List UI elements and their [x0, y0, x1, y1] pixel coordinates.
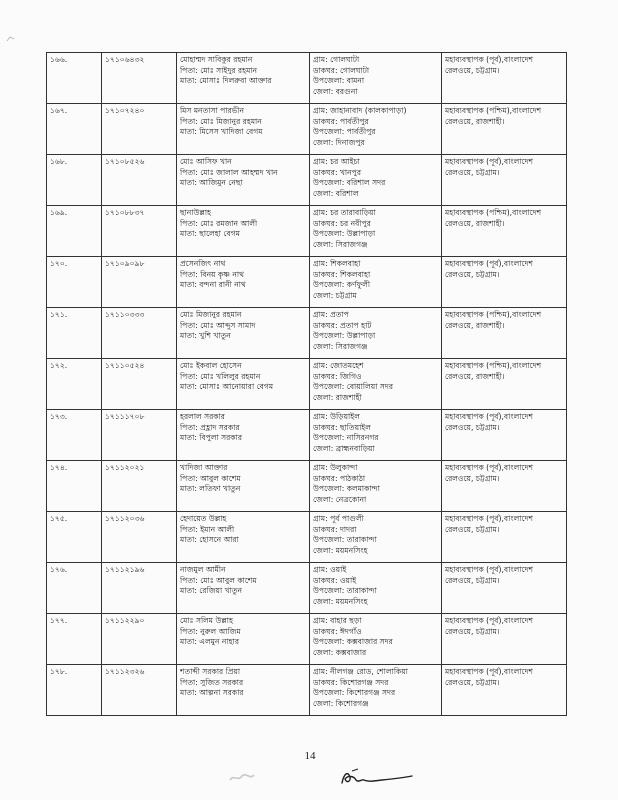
posting-post2-text: রেলওয়ে, চট্টগ্রাম। — [445, 167, 500, 177]
address-village-text: গ্রাম: গোলঘাটা — [313, 55, 360, 64]
address-village-text: গ্রাম: শিকলবাহা — [313, 259, 361, 268]
posting-cell — [442, 614, 567, 665]
address-postoffice-text: ডাকঘর: পাঠকাঠা — [313, 473, 366, 483]
address-cell — [310, 104, 442, 155]
address-district-text: জেলা: ময়মনসিংহ — [313, 545, 368, 555]
name-father-text: পিতা: প্রহ্লাদ সরকার — [180, 422, 240, 432]
address-cell — [310, 359, 442, 410]
posting-post1-text: মহাব্যবস্থাপক (পূর্ব),বাংলাদেশ — [445, 565, 533, 574]
name-mother-text: মাতা: রেজিয়া খাতুন — [180, 586, 243, 596]
address-postoffice-text: ডাকঘর: জিগিও — [313, 371, 362, 381]
address-upazila-text: উপজেলা: উল্লাপাড়া — [313, 229, 376, 239]
posting-cell — [442, 53, 567, 104]
address-postoffice-text: ডাকঘর: খানপুর — [313, 167, 361, 177]
address-district-text: জেলা: বরগুনা — [313, 86, 358, 96]
name-father-text: পিতা: আবুল কাশেম — [180, 473, 241, 483]
table-row — [47, 512, 567, 563]
serial-cell — [47, 308, 102, 359]
posting-cell — [442, 206, 567, 257]
serial-serial-text: ১৬৯. — [50, 208, 68, 217]
address-postoffice-text: ডাকঘর: দাদরা — [313, 524, 357, 534]
table-row — [47, 308, 567, 359]
address-village-text: গ্রাম: ওয়াই — [313, 565, 347, 574]
serial-serial-text: ১৬৬. — [50, 55, 68, 64]
posting-post1-text: মহাব্যবস্থাপক (পূর্ব),বাংলাদেশ — [445, 259, 533, 268]
name-cell — [177, 206, 310, 257]
name-cell — [177, 461, 310, 512]
address-cell — [310, 665, 442, 716]
roll-roll-text: ১৭১০৮৫২৬ — [105, 157, 145, 166]
roll-cell — [102, 308, 177, 359]
address-village-text: গ্রাম: পূর্ব পাগুলী — [313, 514, 364, 523]
address-district-text: জেলা: নেত্রকোনা — [313, 494, 367, 504]
table-row — [47, 104, 567, 155]
name-cell — [177, 665, 310, 716]
posting-post1-text: মহাব্যবস্থাপক (পশ্চিম),বাংলাদেশ — [445, 361, 542, 370]
address-district-text: জেলা: ব্রাহ্মনবাড়িয়া — [313, 443, 375, 453]
address-village-text: গ্রাম: জাহানাবাদ (কালকাপাড়া) — [313, 106, 407, 115]
address-cell — [310, 206, 442, 257]
address-district-text: জেলা: বরিশাল — [313, 188, 359, 198]
roll-roll-text: ১৭১১২২৯০ — [105, 616, 145, 625]
address-cell — [310, 308, 442, 359]
posting-post1-text: মহাব্যবস্থাপক (পশ্চিম),বাংলাদেশ — [445, 208, 542, 217]
name-cell — [177, 308, 310, 359]
posting-cell — [442, 461, 567, 512]
posting-post2-text: রেলওয়ে, রাজশাহী। — [445, 320, 505, 330]
candidate-table-body — [47, 53, 567, 716]
posting-post2-text: রেলওয়ে, চট্টগ্রাম। — [445, 626, 500, 636]
address-upazila-text: উপজেলা: কিশোরগঞ্জ সদর — [313, 688, 396, 698]
name-mother-text: মাতা: মোসাঃ দিলরুবা আক্তার — [180, 76, 272, 86]
name-name-text: মোঃ ইকবাল হোসেন — [180, 361, 242, 370]
name-father-text: পিতা: বিনয় কৃষ্ণ নাথ — [180, 269, 244, 279]
serial-cell — [47, 512, 102, 563]
page-number: 14 — [304, 750, 316, 762]
serial-cell — [47, 53, 102, 104]
address-cell — [310, 257, 442, 308]
posting-post1-text: মহাব্যবস্থাপক (পূর্ব),বাংলাদেশ — [445, 463, 533, 472]
address-district-text: জেলা: সিরাজগঞ্জ — [313, 341, 368, 351]
serial-serial-text: ১৭২. — [50, 361, 68, 370]
roll-cell — [102, 563, 177, 614]
serial-cell — [47, 614, 102, 665]
name-father-text: পিতা: মোঃ সাইদুর রহমান — [180, 65, 258, 75]
roll-cell — [102, 155, 177, 206]
address-upazila-text: উপজেলা: নাসিরনগর — [313, 433, 379, 443]
serial-cell — [47, 410, 102, 461]
address-district-text: জেলা: ময়মনসিংহ — [313, 596, 368, 606]
name-father-text: পিতা: মোঃ জালাল আহম্মদ খান — [180, 167, 278, 177]
serial-serial-text: ১৬৭. — [50, 106, 68, 115]
roll-roll-text: ১৭১১২০৩৬ — [105, 514, 145, 523]
name-cell — [177, 53, 310, 104]
address-upazila-text: উপজেলা: বামনা — [313, 76, 365, 86]
serial-cell — [47, 104, 102, 155]
roll-cell — [102, 257, 177, 308]
name-name-text: ছানাউল্লাহ — [180, 208, 212, 217]
address-cell — [310, 155, 442, 206]
name-name-text: মোঃ মিজানুর রহমান — [180, 310, 242, 319]
name-name-text: মোঃ সলিম উল্লাহ — [180, 616, 233, 625]
posting-post2-text: রেলওয়ে, চট্টগ্রাম। — [445, 473, 500, 483]
serial-serial-text: ১৭৬. — [50, 565, 68, 574]
address-upazila-text: উপজেলা: কক্সবাজার সদর — [313, 637, 393, 647]
table-row — [47, 359, 567, 410]
posting-post2-text: রেলওয়ে, চট্টগ্রাম। — [445, 422, 500, 432]
serial-serial-text: ১৭০. — [50, 259, 68, 268]
serial-serial-text: ১৭৭. — [50, 616, 68, 625]
table-row — [47, 155, 567, 206]
name-father-text: পিতা: নুরুল আজিম — [180, 626, 241, 636]
address-postoffice-text: ডাকঘর: ওয়াই — [313, 575, 357, 585]
table-row — [47, 206, 567, 257]
address-postoffice-text: ডাকঘর: শিকলবাহা — [313, 269, 371, 279]
roll-cell — [102, 461, 177, 512]
address-upazila-text: উপজেলা: উল্লাপাড়া — [313, 331, 376, 341]
name-mother-text: মাতা: বিপুলা সরকার — [180, 433, 243, 443]
serial-cell — [47, 665, 102, 716]
address-upazila-text: উপজেলা: কলমাকান্দা — [313, 484, 380, 494]
address-upazila-text: উপজেলা: কর্ণফুলী — [313, 280, 371, 290]
posting-post2-text: রেলওয়ে, চট্টগ্রাম। — [445, 524, 500, 534]
posting-post1-text: মহাব্যবস্থাপক (পূর্ব),বাংলাদেশ — [445, 412, 533, 421]
roll-roll-text: ১৭১১২১৯৬ — [105, 565, 145, 574]
name-name-text: শতাব্দী সরকার প্রিয়া — [180, 667, 241, 676]
address-upazila-text: উপজেলা: বরিশাল সদর — [313, 178, 386, 188]
serial-serial-text: ১৭৫. — [50, 514, 68, 523]
posting-post2-text: রেলওয়ে, চট্টগ্রাম। — [445, 677, 500, 687]
posting-cell — [442, 257, 567, 308]
name-mother-text: মাতা: মোসাঃ আনোয়ারা বেগম — [180, 382, 274, 392]
name-mother-text: মাতা: খুশি খাতুন — [180, 331, 231, 341]
roll-roll-text: ১৭১০৮৮৩৭ — [105, 208, 145, 217]
roll-cell — [102, 53, 177, 104]
address-upazila-text: উপজেলা: তারাকান্দা — [313, 586, 377, 596]
serial-serial-text: ১৭১. — [50, 310, 68, 319]
posting-post2-text: রেলওয়ে, চট্টগ্রাম। — [445, 269, 500, 279]
roll-cell — [102, 104, 177, 155]
serial-serial-text: ১৭৩. — [50, 412, 68, 421]
roll-cell — [102, 614, 177, 665]
address-village-text: গ্রাম: উলুকান্দা — [313, 463, 358, 472]
name-name-text: নাজমুল আমীন — [180, 565, 226, 574]
serial-serial-text: ১৭৪. — [50, 463, 68, 472]
posting-post1-text: মহাব্যবস্থাপক (পূর্ব),বাংলাদেশ — [445, 514, 533, 523]
name-father-text: পিতা: মোঃ খলিলুর রহমান — [180, 371, 261, 381]
roll-roll-text: ১৭১০৯০৯৮ — [105, 259, 145, 268]
table-row — [47, 614, 567, 665]
address-upazila-text: উপজেলা: তারাকান্দা — [313, 535, 377, 545]
scan-smudge-mark — [228, 770, 256, 786]
table-row — [47, 53, 567, 104]
address-postoffice-text: ডাকঘর: প্রতাপ হাট — [313, 320, 372, 330]
posting-post1-text: মহাব্যবস্থাপক (পূর্ব),বাংলাদেশ — [445, 55, 533, 64]
name-name-text: খাদিজা আক্তার — [180, 463, 228, 472]
posting-cell — [442, 359, 567, 410]
serial-cell — [47, 359, 102, 410]
table-row — [47, 410, 567, 461]
roll-cell — [102, 206, 177, 257]
roll-cell — [102, 410, 177, 461]
address-district-text: জেলা: কক্সবাজার — [313, 647, 367, 657]
name-father-text: পিতা: মোঃ মিজানুর রহমান — [180, 116, 262, 126]
posting-post2-text: রেলওয়ে, রাজশাহী। — [445, 371, 505, 381]
posting-cell — [442, 104, 567, 155]
posting-cell — [442, 563, 567, 614]
address-postoffice-text: ডাকঘর: পার্বতীপুর — [313, 116, 369, 126]
name-cell — [177, 410, 310, 461]
posting-cell — [442, 665, 567, 716]
address-village-text: গ্রাম: চর আইচা — [313, 157, 360, 166]
roll-roll-text: ১৭১১১৭০৮ — [105, 412, 145, 421]
roll-roll-text: ১৭১১০৫২৪ — [105, 361, 145, 370]
name-father-text: পিতা: মোঃ রমজান আলী — [180, 218, 258, 228]
name-father-text: পিতা: ইমান আলী — [180, 524, 235, 534]
address-village-text: গ্রাম: জোতমহেশ — [313, 361, 364, 370]
table-row — [47, 563, 567, 614]
address-village-text: গ্রাম: নীলগঞ্জ রোড, শোলাকিয়া — [313, 667, 408, 676]
signature-mark — [338, 767, 418, 789]
posting-post2-text: রেলওয়ে, চট্টগ্রাম। — [445, 65, 500, 75]
posting-cell — [442, 512, 567, 563]
address-cell — [310, 410, 442, 461]
candidate-table — [46, 52, 567, 716]
scan-speck-mark — [6, 34, 16, 44]
serial-cell — [47, 563, 102, 614]
name-cell — [177, 512, 310, 563]
roll-cell — [102, 359, 177, 410]
address-village-text: গ্রাম: চর তারাবাড়িয়া — [313, 208, 376, 217]
serial-cell — [47, 206, 102, 257]
name-name-text: মোহাম্মদ সাবিকুর রহমান — [180, 55, 253, 64]
name-cell — [177, 563, 310, 614]
name-cell — [177, 614, 310, 665]
table-row — [47, 257, 567, 308]
roll-roll-text: ১৭১১০৩৩৩ — [105, 310, 145, 319]
roll-cell — [102, 665, 177, 716]
name-mother-text: মাতা: লতিফা খাতুন — [180, 484, 241, 494]
name-mother-text: মাতা: আল্পনা সরকার — [180, 688, 244, 698]
name-mother-text: মাতা: এলমুন নাহার — [180, 637, 239, 647]
roll-roll-text: ১৭১০৬৪৩২ — [105, 55, 145, 64]
name-name-text: মোঃ আসিফ খান — [180, 157, 232, 166]
address-cell — [310, 563, 442, 614]
address-upazila-text: উপজেলা: পার্বতীপুর — [313, 127, 376, 137]
serial-serial-text: ১৭৮. — [50, 667, 68, 676]
name-mother-text: মাতা: ছালেহা বেগম — [180, 229, 240, 239]
address-upazila-text: উপজেলা: বোয়ালিয়া সদর — [313, 382, 394, 392]
name-mother-text: মাতা: আজিমুন নেছা — [180, 178, 243, 188]
posting-cell — [442, 308, 567, 359]
posting-post2-text: রেলওয়ে, রাজশাহী। — [445, 116, 505, 126]
name-mother-text: মাতা: হোসনে আরা — [180, 535, 239, 545]
roll-cell — [102, 512, 177, 563]
serial-serial-text: ১৬৮. — [50, 157, 68, 166]
roll-roll-text: ১৭১১২০২১ — [105, 463, 145, 472]
serial-cell — [47, 257, 102, 308]
table-row — [47, 461, 567, 512]
address-postoffice-text: ডাকঘর: গোলঘাটা — [313, 65, 370, 75]
name-cell — [177, 104, 310, 155]
address-district-text: জেলা: সিরাজগঞ্জ — [313, 239, 368, 249]
address-postoffice-text: ডাকঘর: চর নবীপুর — [313, 218, 371, 228]
posting-post1-text: মহাব্যবস্থাপক (পশ্চিম),বাংলাদেশ — [445, 106, 542, 115]
address-cell — [310, 53, 442, 104]
table-row — [47, 665, 567, 716]
name-cell — [177, 257, 310, 308]
name-cell — [177, 155, 310, 206]
posting-post1-text: মহাব্যবস্থাপক (পূর্ব),বাংলাদেশ — [445, 616, 533, 625]
roll-roll-text: ১৭১০৭২৪০ — [105, 106, 145, 115]
address-district-text: জেলা: চট্টগ্রাম — [313, 290, 357, 300]
name-mother-text: মাতা: মিসেস খাদিজা বেগম — [180, 127, 263, 137]
address-cell — [310, 614, 442, 665]
posting-post1-text: মহাব্যবস্থাপক (পূর্ব),বাংলাদেশ — [445, 667, 533, 676]
name-father-text: পিতা: সুজিত সরকার — [180, 677, 244, 687]
name-name-text: মিস মনতাসা পারভীন — [180, 106, 244, 115]
address-postoffice-text: ডাকঘর: কিশোরগঞ্জ সদর — [313, 677, 389, 687]
serial-cell — [47, 461, 102, 512]
posting-post2-text: রেলওয়ে, রাজশাহী। — [445, 218, 505, 228]
posting-post2-text: রেলওয়ে, চট্টগ্রাম। — [445, 575, 500, 585]
name-father-text: পিতা: মোঃ আবুল কাশেম — [180, 575, 257, 585]
address-district-text: জেলা: দিনাজপুর — [313, 137, 365, 147]
name-mother-text: মাতা: বন্দনা রানী নাথ — [180, 280, 246, 290]
name-name-text: প্রসেনজিৎ নাথ — [180, 259, 226, 268]
name-cell — [177, 359, 310, 410]
roll-roll-text: ১৭১১২৩২৬ — [105, 667, 145, 676]
name-father-text: পিতা: মোঃ আব্দুস সামাদ — [180, 320, 256, 330]
posting-post1-text: মহাব্যবস্থাপক (পশ্চিম),বাংলাদেশ — [445, 310, 542, 319]
address-postoffice-text: ডাকঘর: ছাতিয়াইল — [313, 422, 371, 432]
address-cell — [310, 512, 442, 563]
address-village-text: গ্রাম: বাহার ছড়া — [313, 616, 362, 625]
posting-cell — [442, 410, 567, 461]
address-district-text: জেলা: কিশোরগঞ্জ — [313, 698, 369, 708]
address-cell — [310, 461, 442, 512]
address-village-text: গ্রাম: উড়িয়াইল — [313, 412, 360, 421]
serial-cell — [47, 155, 102, 206]
name-name-text: হরলাল সরকার — [180, 412, 225, 421]
name-name-text: হেদায়েত উল্লাহ — [180, 514, 227, 523]
address-postoffice-text: ডাকঘর: ঈদগাঁও — [313, 626, 362, 636]
address-district-text: জেলা: রাজশাহী — [313, 392, 362, 402]
posting-post1-text: মহাব্যবস্থাপক (পূর্ব),বাংলাদেশ — [445, 157, 533, 166]
address-village-text: গ্রাম: প্রতাপ — [313, 310, 349, 319]
posting-cell — [442, 155, 567, 206]
